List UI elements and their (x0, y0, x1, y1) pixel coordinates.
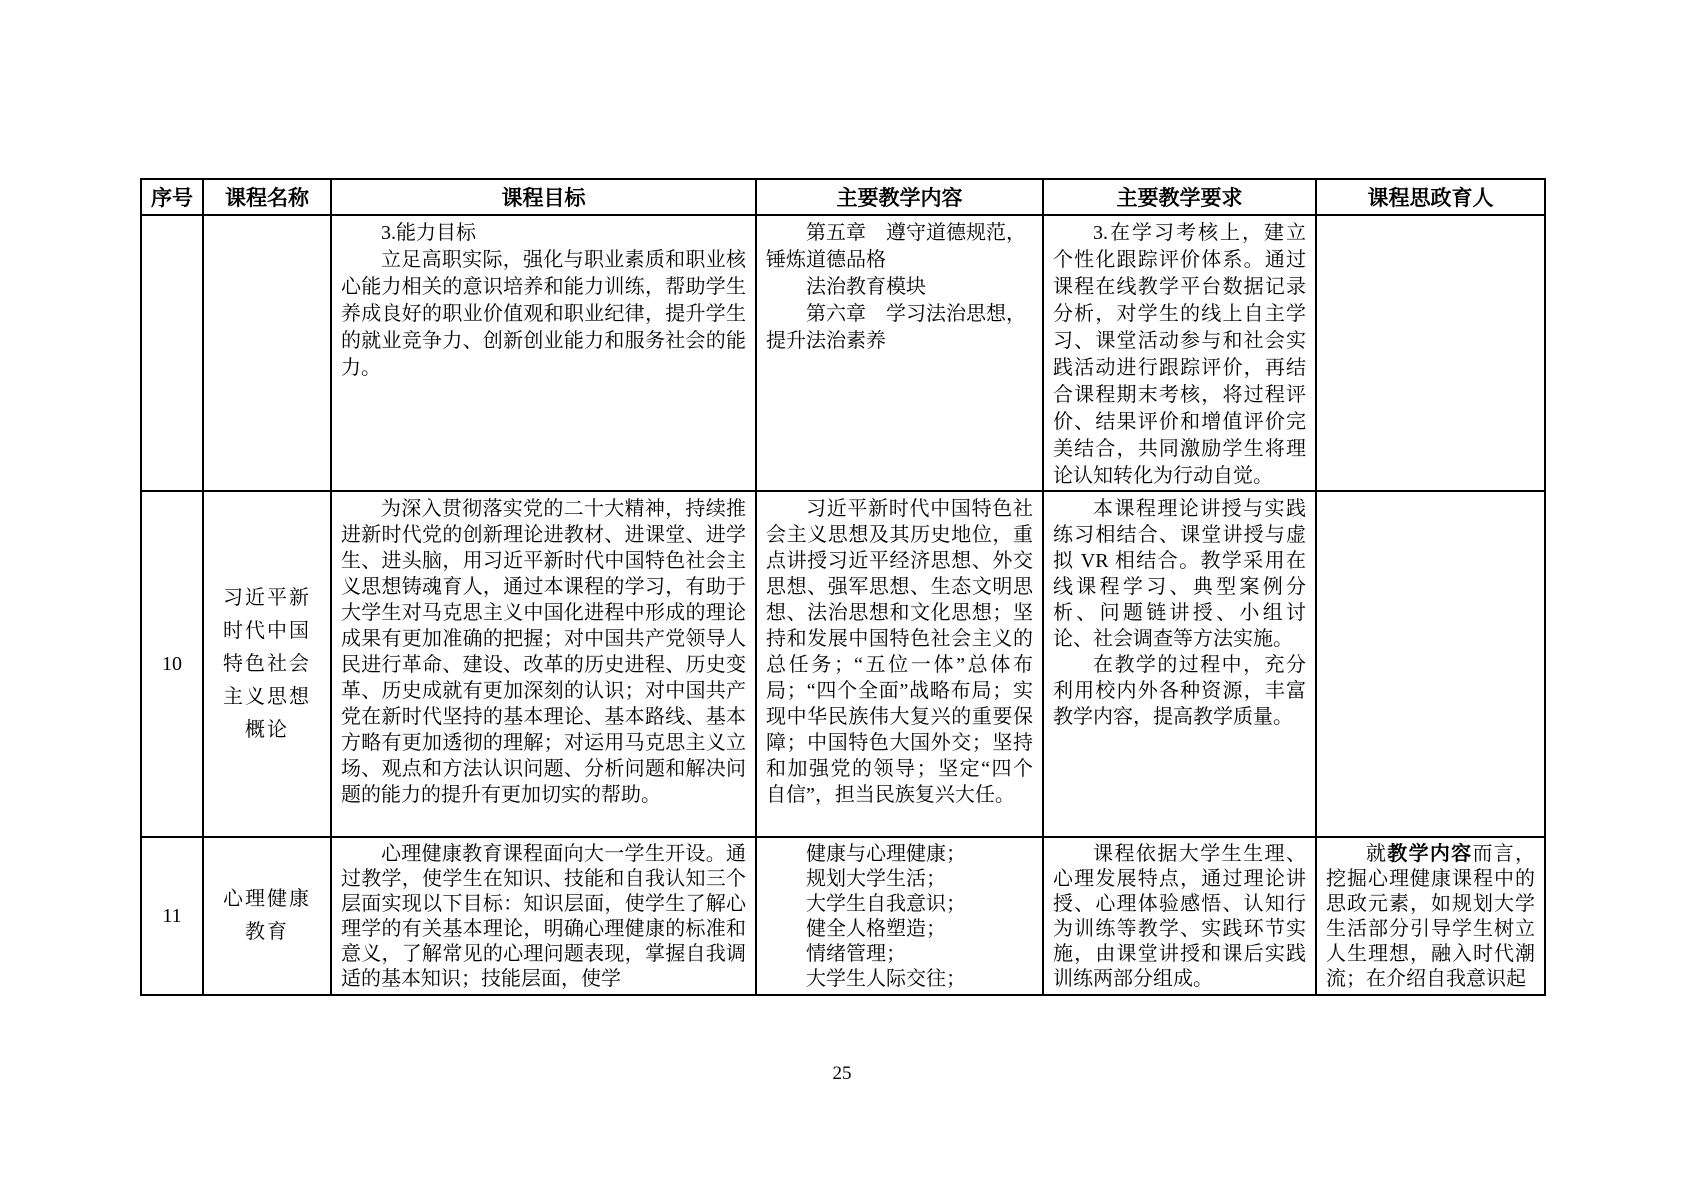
table-row-11 (141, 837, 1545, 995)
column-header-no: 序号 (141, 179, 203, 215)
content-line: 情绪管理； (806, 943, 906, 965)
content-line: 第五章 遵守道德规范，锤炼道德品格 (766, 222, 1026, 271)
content-line: 大学生自我意识； (806, 893, 966, 915)
cell-ideology (1316, 491, 1545, 837)
content-line: 大学生人际交往； (806, 968, 966, 990)
ideology-text: 而言，挖掘心理健康课程中的思政元素，如规划大学生活部分引导学生树立人生理想，融入时代潮流；在介绍自我意识起 (1326, 843, 1536, 990)
content-line: 健康与心理健康； (806, 843, 966, 865)
table-header-row (141, 179, 1545, 215)
cell-teaching-requirements (1043, 837, 1316, 995)
cell-teaching-content (756, 215, 1043, 491)
objectives-paragraph: 心理健康教育课程面向大一学生开设。通过教学，使学生在知识、技能和自我认知三个层面实现以下目标：知识层面，使学生了解心理学的有关基本理论，明确心理健康的标准和意义，了解常见的心理问题表现，掌握自我调适的基本知识；技能层面，使学 (341, 843, 746, 990)
page-number: 25 (832, 1063, 852, 1084)
column-header-teaching-requirements: 主要教学要求 (1043, 179, 1316, 215)
requirements-paragraph: 课程依据大学生生理、心理发展特点，通过理论讲授、心理体验感悟、认知行为训练等教学、实践环节实施，由课堂讲授和课后实践训练两部分组成。 (1053, 843, 1306, 990)
cell-no (141, 837, 203, 995)
content-paragraph: 习近平新时代中国特色社会主义思想及其历史地位，重点讲授习近平经济思想、外交思想、强军思想、生态文明思想、法治思想和文化思想；坚持和发展中国特色社会主义的总任务；“五位一体”总体布局；“四个全面”战略布局；实现中华民族伟大复兴的重要保障；中国特色大国外交；坚持和加强党的领导；坚定“四个自信”，担当民族复兴大任。 (766, 498, 1033, 806)
cell-no (141, 491, 203, 837)
cell-course-name (203, 837, 331, 995)
objectives-paragraph: 立足高职实际，强化与职业素质和职业核心能力相关的意识培养和能力训练，帮助学生养成良好的职业价值观和职业纪律，提升学生的就业竞争力、创新创业能力和服务社会的能力。 (341, 249, 746, 379)
ideology-bold-text: 教学内容 (1387, 843, 1473, 865)
cell-teaching-requirements (1043, 215, 1316, 491)
requirements-paragraph: 3.在学习考核上，建立个性化跟踪评价体系。通过课程在线教学平台数据记录分析，对学生的线上自主学习、课堂活动参与和社会实践活动进行跟踪评价，再结合课程期末考核，将过程评价、结果评价和增值评价完美结合，共同激励学生将理论认知转化为行动自觉。 (1053, 222, 1306, 487)
course-table (140, 178, 1546, 996)
ideology-paragraph (1326, 842, 1535, 992)
cell-objectives (331, 215, 756, 491)
cell-course-name (203, 215, 331, 491)
column-header-objectives: 课程目标 (331, 179, 756, 215)
content-line: 法治教育模块 (806, 276, 926, 298)
content-line: 第六章 学习法治思想，提升法治素养 (766, 303, 1026, 352)
cell-teaching-content (756, 837, 1043, 995)
objectives-paragraph: 为深入贯彻落实党的二十大精神，持续推进新时代党的创新理论进教材、进课堂、进学生、进头脑，用习近平新时代中国特色社会主义思想铸魂育人，通过本课程的学习，有助于大学生对马克思主义中国化进程中形成的理论成果有更加准确的把握；对中国共产党领导人民进行革命、建设、改革的历史进程、历史变革、历史成就有更加深刻的认识；对中国共产党在新时代坚持的基本理论、基本路线、基本方略有更加透彻的理解；对运用马克思主义立场、观点和方法认识问题、分析问题和解决问题的能力的提升有更加切实的帮助。 (341, 498, 746, 806)
requirements-paragraph: 在教学的过程中，充分利用校内外各种资源，丰富教学内容，提高教学质量。 (1053, 654, 1306, 728)
cell-course-name (203, 491, 331, 837)
column-header-ideology: 课程思政育人 (1316, 179, 1545, 215)
cell-teaching-requirements (1043, 491, 1316, 837)
course-name: 心理健康教育 (223, 888, 311, 943)
content-line: 规划大学生活； (806, 868, 946, 890)
table-row-continuation (141, 215, 1545, 491)
course-name: 习近平新时代中国特色社会主义思想概论 (223, 586, 311, 741)
cell-teaching-content (756, 491, 1043, 837)
column-header-course-name: 课程名称 (203, 179, 331, 215)
objectives-paragraph: 3.能力目标 (381, 222, 476, 244)
cell-ideology (1316, 837, 1545, 995)
table-row-10 (141, 491, 1545, 837)
cell-ideology (1316, 215, 1545, 491)
column-header-teaching-content: 主要教学内容 (756, 179, 1043, 215)
row-number: 11 (162, 904, 182, 927)
ideology-text: 就 (1366, 843, 1388, 865)
content-line: 健全人格塑造； (806, 918, 946, 940)
cell-no (141, 215, 203, 491)
row-number: 10 (162, 653, 182, 675)
cell-objectives (331, 491, 756, 837)
cell-objectives (331, 837, 756, 995)
requirements-paragraph: 本课程理论讲授与实践练习相结合、课堂讲授与虚拟 VR 相结合。教学采用在线课程学习、典型案例分析、问题链讲授、小组讨论、社会调查等方法实施。 (1053, 498, 1306, 650)
